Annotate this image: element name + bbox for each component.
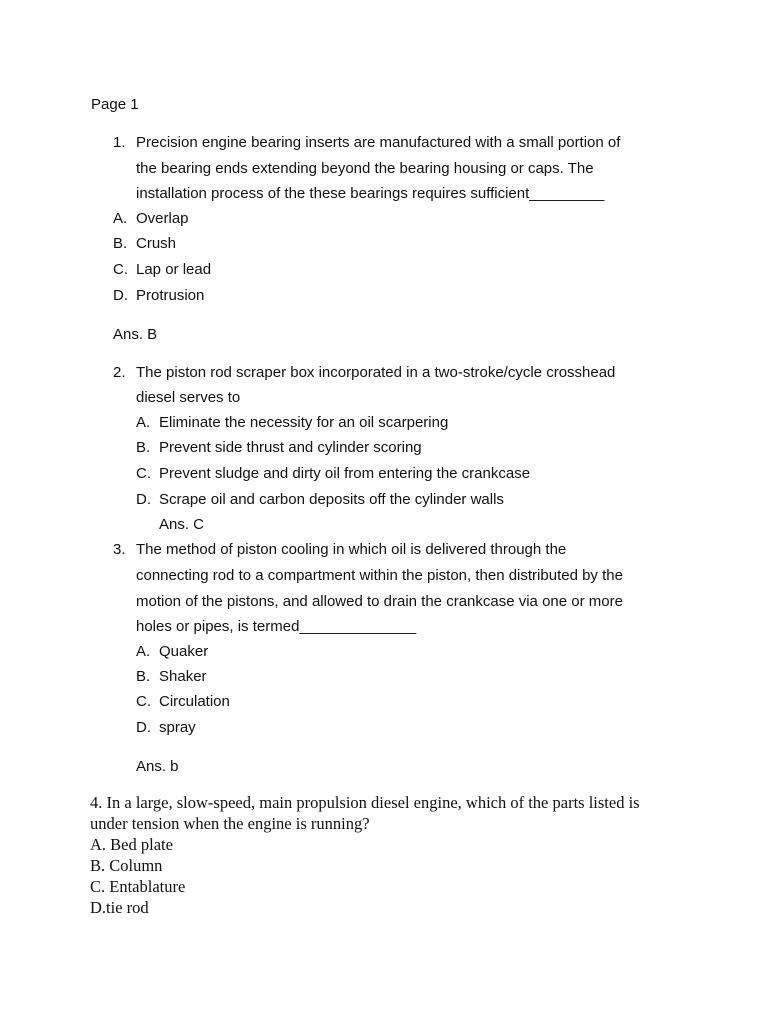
q2-option-d-text: Scrape oil and carbon deposits off the cylinder walls [159,491,504,508]
q3-option-b-text: Shaker [159,668,207,685]
q3-text-line-4: holes or pipes, is termed______________ [136,618,417,635]
q2-answer: Ans. C [159,516,205,533]
q1-text-line-2: the bearing ends extending beyond the bearing housing or caps. The [136,160,594,177]
q3-text-line-2: connecting rod to a compartment within the piston, then distributed by the [136,567,623,584]
q4-option-b: B. Column [90,856,163,875]
q3-option-a-letter: A. [136,643,151,660]
q4-text-line-2: under tension when the engine is running? [90,814,370,833]
q3-option-b-letter: B. [136,668,151,685]
q3-text-line-1: The method of piston cooling in which oil is delivered through the [136,541,567,558]
q3-option-a-text: Quaker [159,643,209,660]
q1-option-a-letter: A. [113,210,128,227]
q1-answer: Ans. B [113,326,158,343]
page-label: Page 1 [91,96,139,113]
q2-option-b-letter: B. [136,439,151,456]
q2-option-c-letter: C. [136,465,151,482]
q4-option-d: D.tie rod [90,898,149,917]
q4-text-line-1: 4. In a large, slow-speed, main propulsion diesel engine, which of the parts listed is [90,793,640,812]
q2-number: 2. [113,364,126,381]
q1-option-b-letter: B. [113,235,128,252]
q1-option-d-text: Protrusion [136,287,205,304]
q3-option-c-text: Circulation [159,693,230,710]
q4-option-c: C. Entablature [90,877,186,896]
q1-text-line-1: Precision engine bearing inserts are manufactured with a small portion of [136,134,621,151]
q3-number: 3. [113,541,126,558]
q3-answer: Ans. b [136,758,179,775]
q3-option-c-letter: C. [136,693,151,710]
q2-option-a-text: Eliminate the necessity for an oil scarpering [159,414,449,431]
q3-text-line-3: motion of the pistons, and allowed to drain the crankcase via one or more [136,593,623,610]
q2-text-line-2: diesel serves to [136,389,241,406]
q1-option-d-letter: D. [113,287,128,304]
q2-option-d-letter: D. [136,491,151,508]
q2-option-c-text: Prevent sludge and dirty oil from entering the crankcase [159,465,531,482]
q1-option-a-text: Overlap [136,210,189,227]
q4-option-a: A. Bed plate [90,835,173,854]
q3-option-d-letter: D. [136,719,151,736]
q3-option-d-text: spray [159,719,196,736]
q2-text-line-1: The piston rod scraper box incorporated in a two-stroke/cycle crosshead [136,364,616,381]
q1-option-c-text: Lap or lead [136,261,212,278]
q1-option-b-text: Crush [136,235,177,252]
q1-number: 1. [113,134,126,151]
q1-text-line-3: installation process of the these bearings requires sufficient_________ [136,185,605,202]
q2-option-b-text: Prevent side thrust and cylinder scoring [159,439,422,456]
q1-option-c-letter: C. [113,261,128,278]
q2-option-a-letter: A. [136,414,151,431]
